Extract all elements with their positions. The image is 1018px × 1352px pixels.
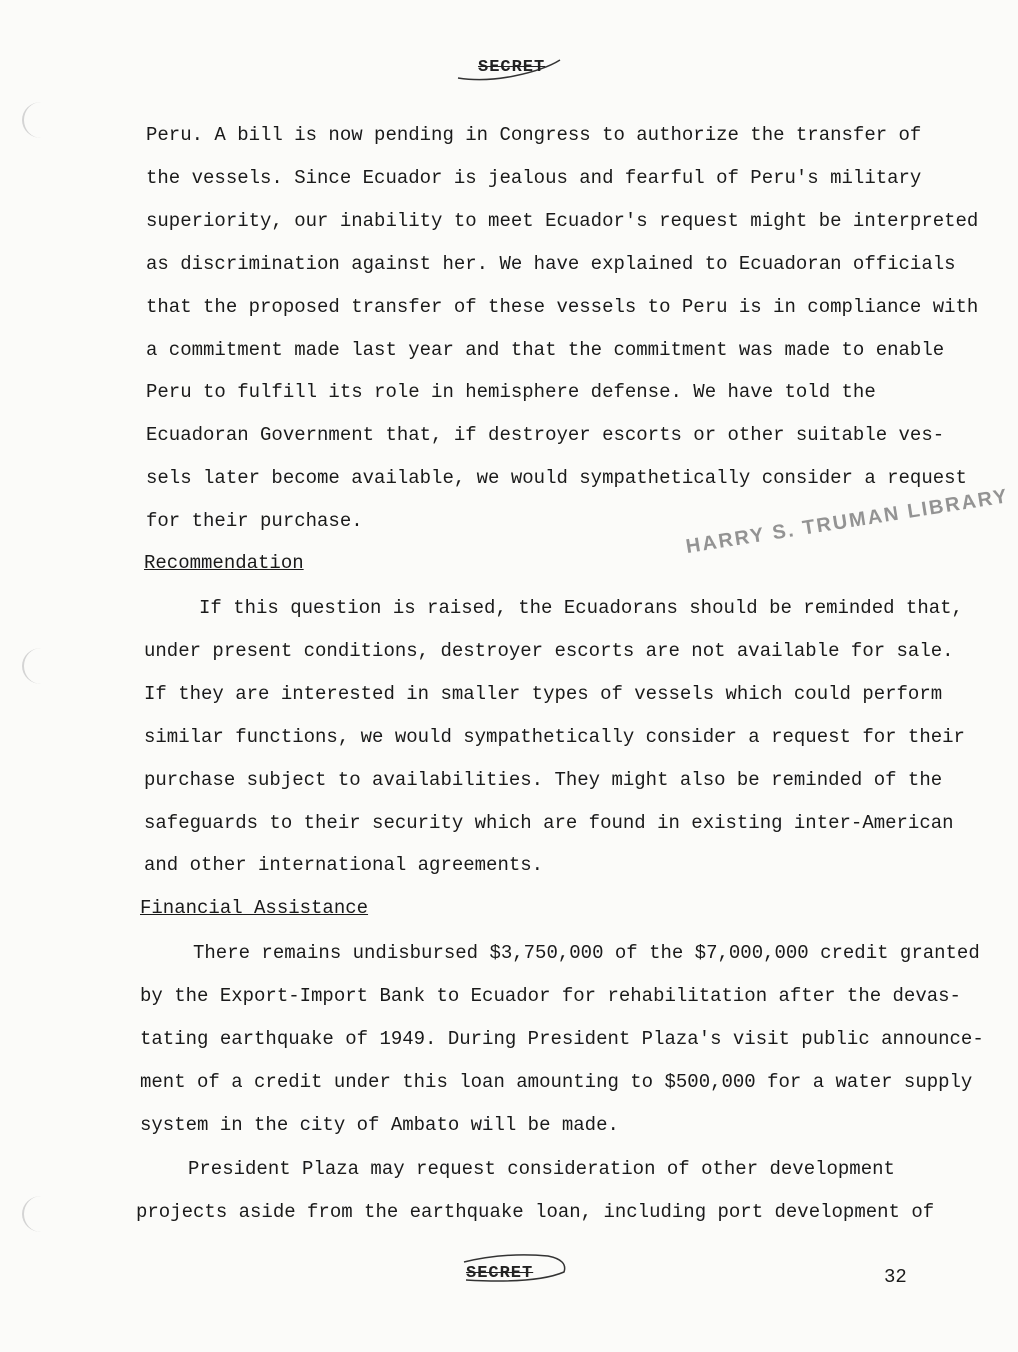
classification-footer: SECRET [466, 1264, 534, 1283]
punch-hole-mark [22, 1196, 60, 1232]
section-heading-recommendation: Recommendation [144, 552, 304, 574]
text-line: a commitment made last year and that the commitment was made to enable [146, 339, 945, 361]
classification-header: SECRET [478, 58, 546, 77]
text-line: purchase subject to availabilities. They might also be reminded of the [144, 769, 943, 791]
library-stamp: HARRY S. TRUMAN LIBRARY [684, 485, 1011, 559]
text-line: If this question is raised, the Ecuadorans should be reminded that, [199, 597, 963, 619]
text-line: tating earthquake of 1949. During President Plaza's visit public announce- [140, 1028, 984, 1050]
text-line: superiority, our inability to meet Ecuador's request might be interpreted [146, 210, 979, 232]
text-line: that the proposed transfer of these vessels to Peru is in compliance with [146, 296, 979, 318]
text-line: by the Export-Import Bank to Ecuador for rehabilitation after the devas- [140, 985, 961, 1007]
text-line: under present conditions, destroyer escorts are not available for sale. [144, 640, 954, 662]
text-line: for their purchase. [146, 510, 363, 532]
text-line: the vessels. Since Ecuador is jealous and fearful of Peru's military [146, 167, 922, 189]
text-line: system in the city of Ambato will be made. [140, 1114, 619, 1136]
text-line: and other international agreements. [144, 854, 544, 876]
text-line: as discrimination against her. We have explained to Ecuadoran officials [146, 253, 956, 275]
text-line: ment of a credit under this loan amounting to $500,000 for a water supply [140, 1071, 973, 1093]
text-line: If they are interested in smaller types of vessels which could perform [144, 683, 943, 705]
section-heading-financial-assistance: Financial Assistance [140, 897, 369, 919]
text-line: President Plaza may request consideration of other development [188, 1158, 895, 1180]
text-line: safeguards to their security which are found in existing inter-American [144, 812, 954, 834]
punch-hole-mark [22, 648, 60, 684]
text-line: similar functions, we would sympathetically consider a request for their [144, 726, 965, 748]
text-line: Ecuadoran Government that, if destroyer escorts or other suitable ves- [146, 424, 945, 446]
text-line: sels later become available, we would sympathetically consider a request [146, 467, 967, 489]
page-number: 32 [884, 1266, 907, 1288]
punch-hole-mark [22, 102, 60, 138]
text-line: projects aside from the earthquake loan, including port development of [136, 1201, 935, 1223]
text-line: Peru. A bill is now pending in Congress to authorize the transfer of [146, 124, 922, 146]
text-line: There remains undisbursed $3,750,000 of the $7,000,000 credit granted [193, 942, 980, 964]
text-line: Peru to fulfill its role in hemisphere defense. We have told the [146, 381, 876, 403]
